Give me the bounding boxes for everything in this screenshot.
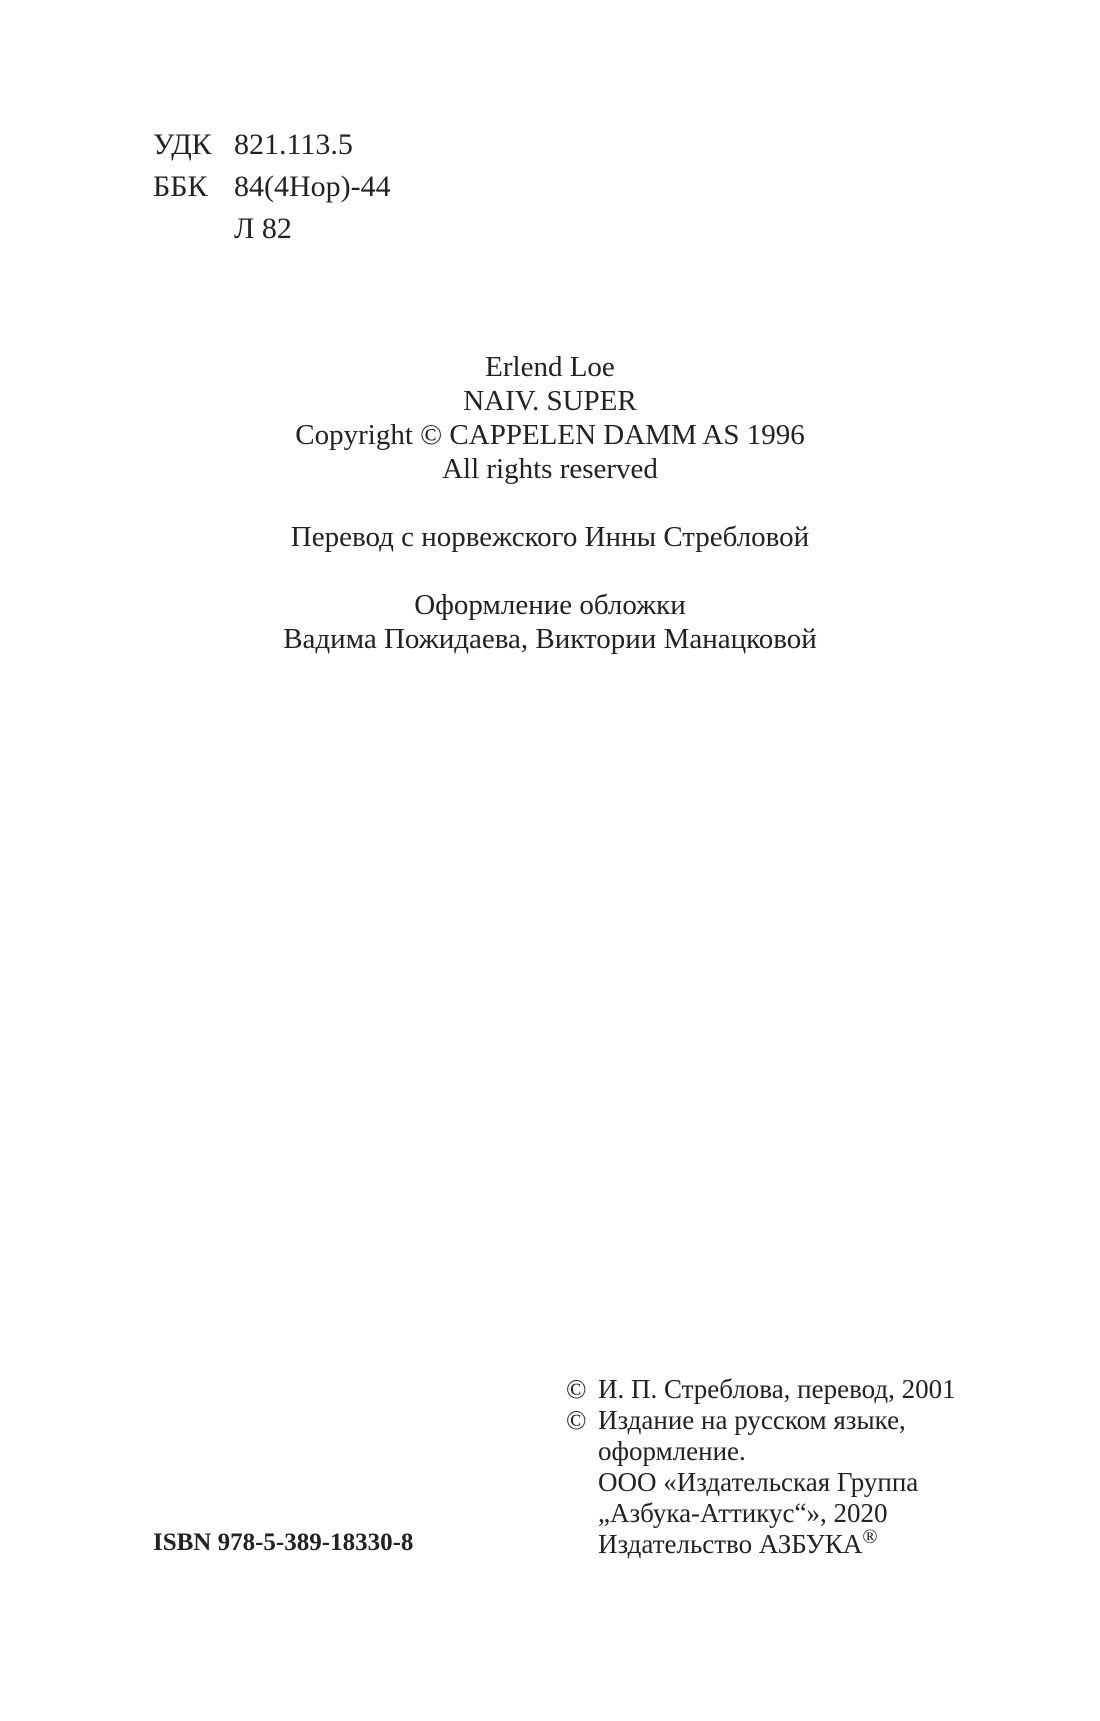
publisher-name: Издательство АЗБУКА — [598, 1529, 863, 1559]
translator-line: Перевод с норвежского Инны Стребловой — [290, 521, 810, 553]
cover-heading: Оформление обложки — [414, 589, 686, 621]
registered-mark: ® — [862, 1526, 878, 1548]
translation-credit — [0, 520, 1100, 554]
original-author: Erlend Loe — [485, 351, 615, 383]
copyright-block — [566, 1374, 956, 1560]
udk-row — [153, 124, 391, 166]
edition-copyright-cont: оформление. — [598, 1436, 746, 1466]
udk-value: 821.113.5 — [234, 128, 353, 161]
isbn: ISBN 978-5-389-18330-8 — [153, 1529, 414, 1556]
copyright-symbol: © — [566, 1374, 587, 1404]
credits-block — [0, 350, 1100, 690]
edition-copyright: Издание на русском языке, — [598, 1405, 906, 1435]
publisher-line — [566, 1526, 956, 1560]
bbk-label: ББК — [153, 170, 208, 203]
bbk-value: 84(4Нор)-44 — [234, 170, 391, 203]
udk-label: УДК — [153, 128, 212, 161]
author-mark: Л 82 — [234, 212, 292, 245]
translation-copyright-row — [566, 1374, 956, 1405]
copyright-symbol: © — [566, 1405, 587, 1435]
original-title: NAIV. SUPER — [463, 385, 637, 417]
publisher-group-name: „Азбука-Аттикус“», 2020 — [598, 1498, 888, 1528]
bbk-row — [153, 166, 391, 208]
original-edition — [0, 350, 1100, 486]
rights-notice: All rights reserved — [442, 453, 658, 485]
classification-block — [153, 124, 391, 250]
author-mark-row — [153, 208, 391, 250]
publisher-group: ООО «Издательская Группа — [598, 1467, 919, 1497]
edition-copyright-row — [566, 1405, 956, 1436]
original-copyright: Copyright © CAPPELEN DAMM AS 1996 — [295, 419, 805, 451]
translation-copyright: И. П. Стреблова, перевод, 2001 — [598, 1374, 956, 1404]
cover-credit — [0, 588, 1100, 656]
cover-designers: Вадима Пожидаева, Виктории Манацковой — [283, 623, 817, 655]
